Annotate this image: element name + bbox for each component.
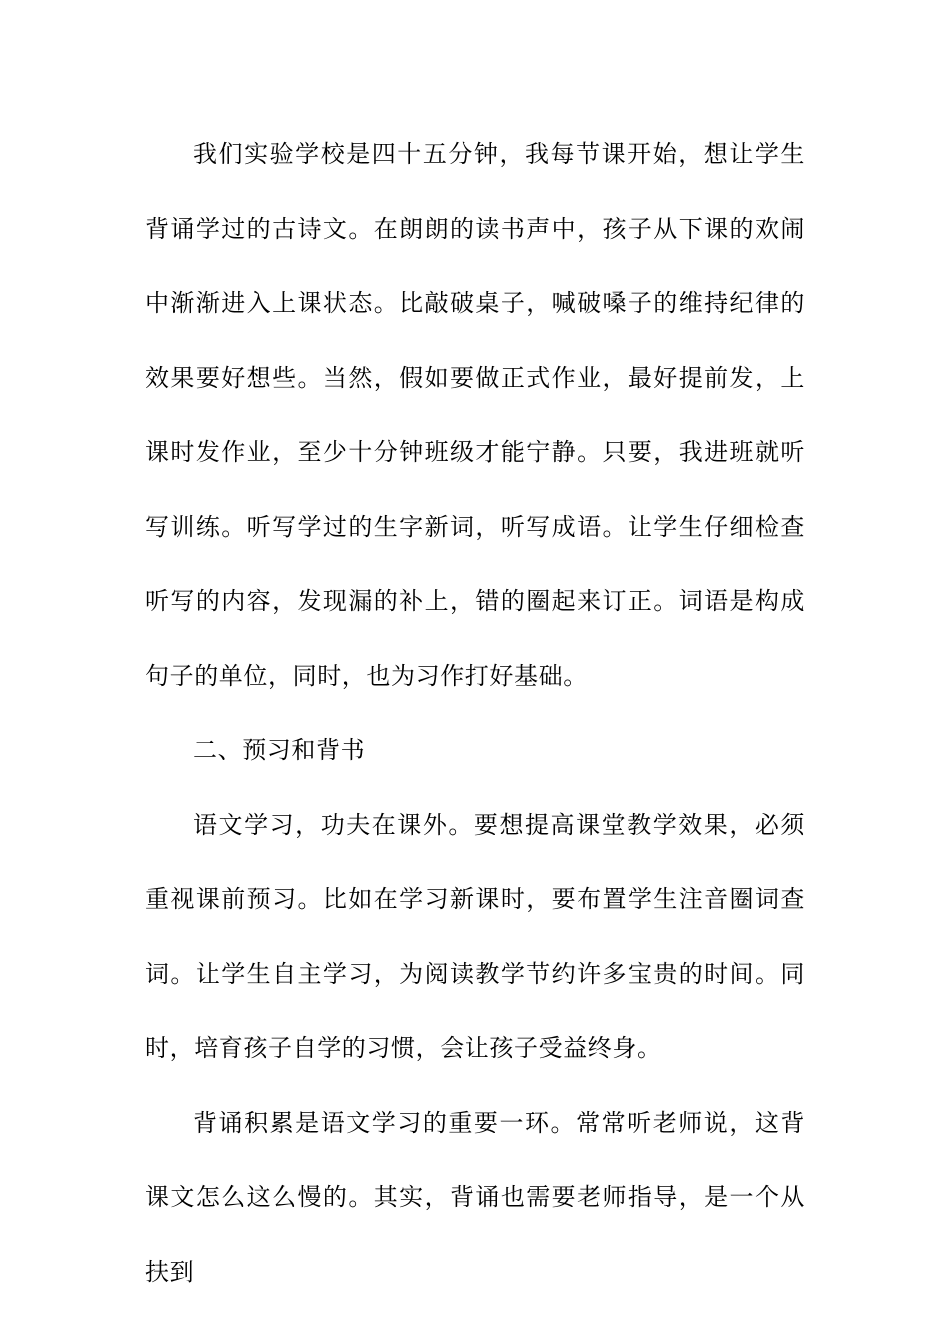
paragraph-dictation: 我们实验学校是四十五分钟，我每节课开始，想让学生背诵学过的古诗文。在朗朗的读书声中，孩子从下课的欢闹中渐渐进入上课状态。比敲破桌子，喊破嗓子的维持纪律的效果要好想些。当然，假如要做正式作业，最好提前发，上课时发作业，至少十分钟班级才能宁静。只要，我进班就听写训练。听写学过的生字新词，听写成语。让学生仔细检查听写的内容，发现漏的补上，错的圈起来订正。词语是构成句子的单位，同时，也为习作打好基础。 xyxy=(145,140,805,690)
section-heading-preview-recitation: 二、预习和背书 xyxy=(193,736,366,764)
paragraph-recitation: 背诵积累是语文学习的重要一环。常常听老师说，这背课文怎么这么慢的。其实，背诵也需要老师指导，是一个从扶到 xyxy=(145,1108,805,1286)
document-body xyxy=(145,117,805,1309)
paragraph-preview: 语文学习，功夫在课外。要想提高课堂教学效果，必须重视课前预习。比如在学习新课时，要布置学生注音圈词查词。让学生自主学习，为阅读教学节约许多宝贵的时间。同时，培育孩子自学的习惯，会让孩子受益终身。 xyxy=(145,810,805,1062)
